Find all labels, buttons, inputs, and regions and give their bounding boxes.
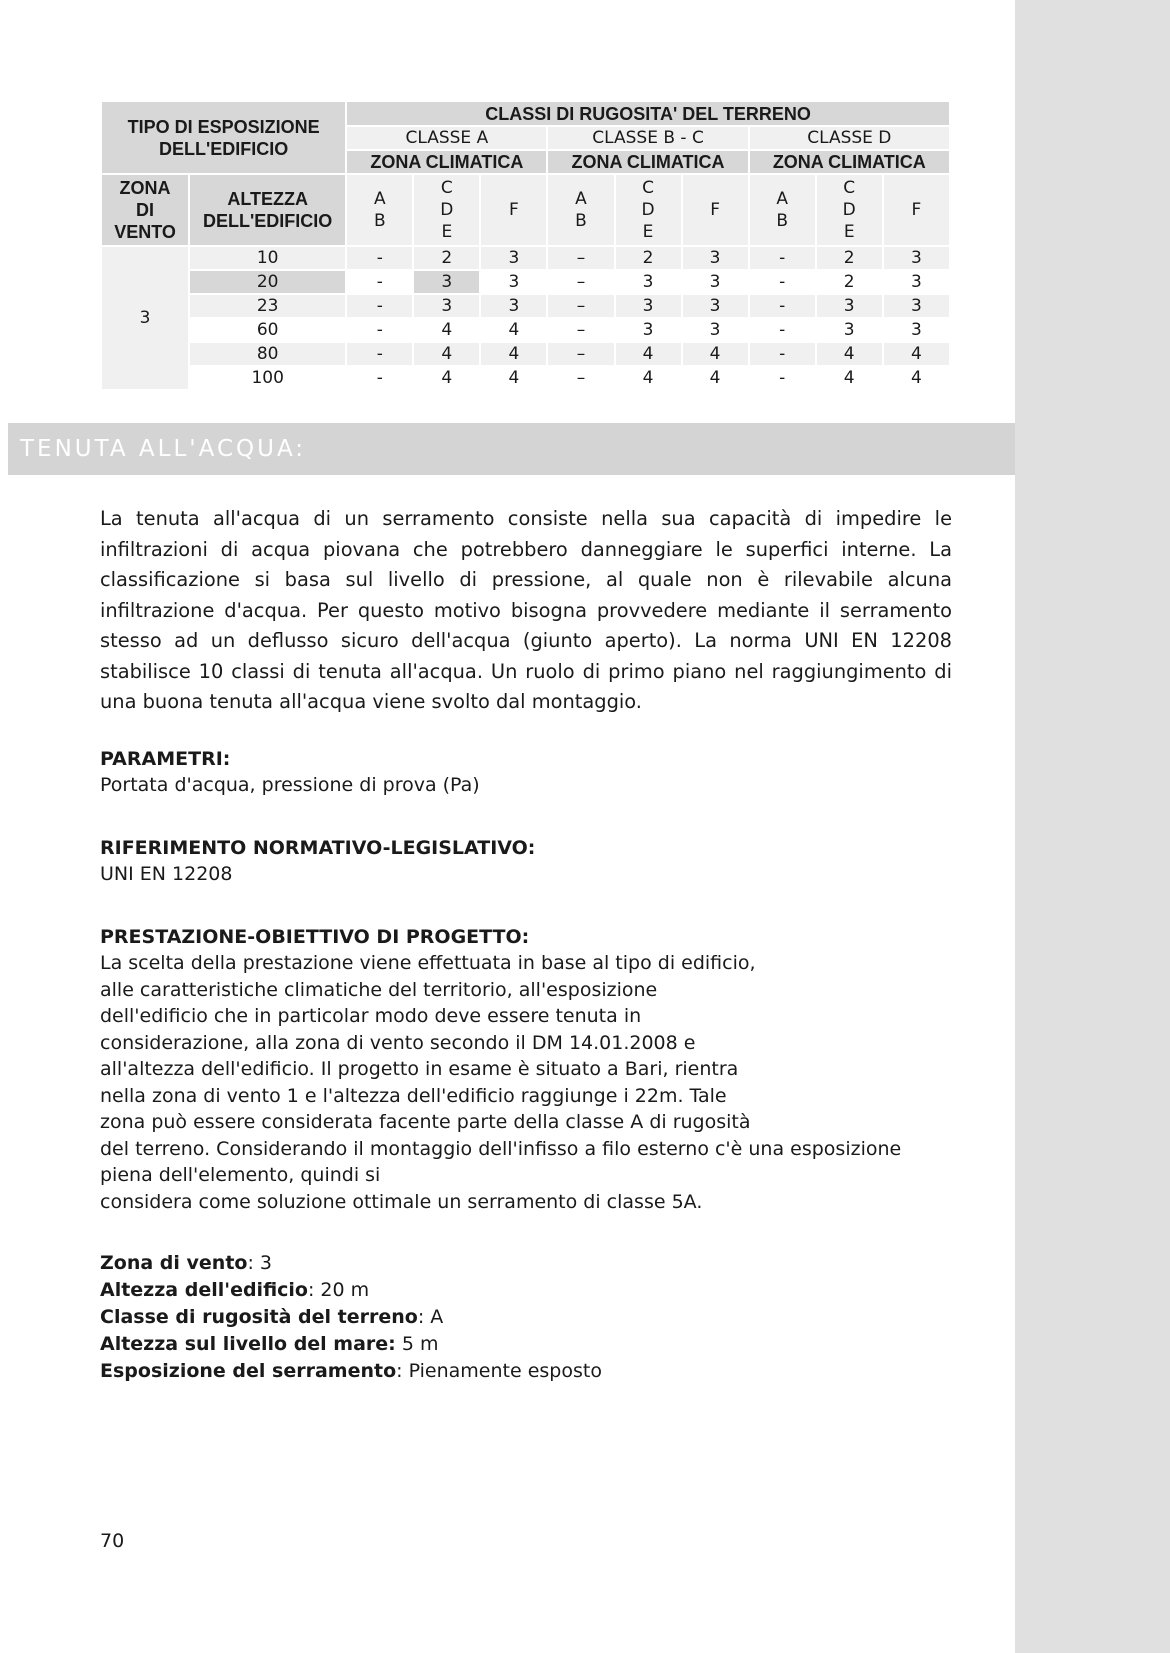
section-band [8,423,1015,475]
prestazione-line: nella zona di vento 1 e l'altezza dell'edificio raggiunge i 22m. Tale [100,1084,727,1107]
class-value-cell: 4 [413,342,480,366]
class-value-cell: 2 [816,246,883,270]
sub-f: F [883,174,950,246]
fact-zona-vento: Zona di vento: 3 [100,1252,272,1274]
class-value-cell: 2 [615,246,682,270]
parametri-body: Portata d'acqua, pressione di prova (Pa) [100,774,480,796]
class-value-cell: 3 [682,318,749,342]
class-value-cell: - [749,318,816,342]
class-value-cell: - [346,294,413,318]
class-value-cell: 4 [480,366,547,390]
prestazione-line: considera come soluzione ottimale un serramento di classe 5A. [100,1190,703,1213]
fact-altezza-mare: Altezza sul livello del mare: 5 m [100,1333,439,1355]
section-title: TENUTA ALL'ACQUA: [20,436,307,462]
altezza-cell: 60 [189,318,346,342]
fact-altezza-edificio: Altezza dell'edificio: 20 m [100,1279,370,1301]
table-row [101,366,950,390]
zona-vento-cell: 3 [101,246,189,390]
header-zona-climatica-a: ZONA CLIMATICA [346,150,547,174]
prestazione-line: all'altezza dell'edificio. Il progetto in esame è situato a Bari, rientra [100,1058,739,1080]
exposure-class-table [100,100,951,391]
header-tipo-esposizione: TIPO DI ESPOSIZIONE DELL'EDIFICIO [101,101,346,174]
class-value-cell: - [346,246,413,270]
class-value-cell: 4 [883,342,950,366]
class-value-cell: 3 [615,294,682,318]
class-value-cell: 3 [816,318,883,342]
parametri-heading: PARAMETRI: [100,748,231,770]
header-zona-vento: ZONA DI VENTO [101,174,189,246]
class-value-cell: - [749,246,816,270]
class-value-cell: 4 [615,342,682,366]
prestazione-heading-wrap [100,924,952,950]
table-row [101,294,950,318]
altezza-cell: 23 [189,294,346,318]
prestazione-line: piena dell'elemento, quindi si [100,1164,381,1186]
riferimento-heading: RIFERIMENTO NORMATIVO-LEGISLATIVO: [100,837,536,859]
class-value-cell: 3 [480,246,547,270]
side-margin-strip [1015,0,1170,1653]
header-altezza-edificio: ALTEZZA DELL'EDIFICIO [189,174,346,246]
class-value-cell: 3 [615,318,682,342]
class-value-cell: 4 [413,318,480,342]
class-value-cell: - [749,294,816,318]
class-value-cell: 3 [682,246,749,270]
class-value-cell: – [547,342,614,366]
class-value-cell: 4 [480,342,547,366]
class-value-cell: - [749,342,816,366]
sub-cde: C D E [816,174,883,246]
class-value-cell: 4 [682,366,749,390]
class-value-cell: 4 [480,318,547,342]
class-value-cell: 3 [480,294,547,318]
altezza-cell: 10 [189,246,346,270]
page-number: 70 [100,1530,125,1552]
class-value-cell: - [749,366,816,390]
class-value-cell: 4 [816,366,883,390]
header-zona-climatica-d: ZONA CLIMATICA [749,150,950,174]
sub-ab: A B [749,174,816,246]
class-value-cell: – [547,246,614,270]
class-value-cell: – [547,294,614,318]
table-row [101,318,950,342]
class-value-cell: 3 [883,318,950,342]
prestazione-heading: PRESTAZIONE-OBIETTIVO DI PROGETTO: [100,926,530,948]
altezza-cell: 20 [189,270,346,294]
class-value-cell: - [346,270,413,294]
class-value-cell: 3 [480,270,547,294]
class-value-cell: – [547,318,614,342]
prestazione-line: zona può essere considerata facente parte della classe A di rugosità [100,1111,751,1133]
table-row [101,342,950,366]
fact-classe-rugosita: Classe di rugosità del terreno: A [100,1306,444,1328]
prestazione-line: dell'edificio che in particolar modo deve essere tenuta in [100,1005,642,1027]
class-value-cell: 3 [816,294,883,318]
altezza-cell: 80 [189,342,346,366]
class-value-cell: 4 [816,342,883,366]
header-classe-d: CLASSE D [749,126,950,150]
class-value-cell: 4 [682,342,749,366]
riferimento-section [100,835,952,887]
header-classi-rugosita: CLASSI DI RUGOSITA' DEL TERRENO [346,101,950,126]
header-classe-bc: CLASSE B - C [547,126,748,150]
sub-f: F [480,174,547,246]
sub-cde: C D E [413,174,480,246]
parametri-section [100,746,952,798]
prestazione-line: La scelta della prestazione viene effettuata in base al tipo di edificio, [100,952,756,974]
class-value-cell: 4 [615,366,682,390]
sub-ab: A B [547,174,614,246]
sub-cde: C D E [615,174,682,246]
class-value-cell: - [749,270,816,294]
fact-esposizione: Esposizione del serramento: Pienamente esposto [100,1360,602,1382]
prestazione-line: del terreno. Considerando il montaggio dell'infisso a filo esterno c'è una esposizione [100,1137,902,1160]
header-zona-climatica-bc: ZONA CLIMATICA [547,150,748,174]
class-value-cell: 2 [816,270,883,294]
intro-paragraph: La tenuta all'acqua di un serramento consiste nella sua capacità di impedire le infiltrazioni di acqua piovana che potrebbero danneggiare le superfici interne. La classificazione si basa sul livello di pressione, al quale non è rilevabile alcuna infiltrazione d'acqua. Per questo motivo bisogna provvedere mediante il serramento stesso ad un deflusso sicuro dell'acqua (giunto aperto). La norma UNI EN 12208 stabilisce 10 classi di tenuta all'acqua. Un ruolo di primo piano nel raggiungimento di una buona tenuta all'acqua viene svolto dal montaggio. [100,507,952,713]
class-value-cell: 3 [883,270,950,294]
riferimento-body: UNI EN 12208 [100,863,233,885]
class-value-cell: 4 [413,366,480,390]
class-value-cell: 3 [883,246,950,270]
sub-f: F [682,174,749,246]
table-row [101,246,950,270]
class-value-cell: 3 [413,294,480,318]
altezza-cell: 100 [189,366,346,390]
class-value-cell: 3 [682,270,749,294]
class-value-cell: 2 [413,246,480,270]
class-value-cell: 3 [883,294,950,318]
class-value-cell: 3 [413,270,480,294]
class-value-cell: 4 [883,366,950,390]
class-value-cell: – [547,270,614,294]
class-value-cell: 3 [682,294,749,318]
class-value-cell: - [346,318,413,342]
class-value-cell: - [346,366,413,390]
header-classe-a: CLASSE A [346,126,547,150]
prestazione-line: alle caratteristiche climatiche del territorio, all'esposizione [100,978,658,1001]
project-facts [100,1250,952,1385]
sub-ab: A B [346,174,413,246]
table-row [101,270,950,294]
prestazione-line: considerazione, alla zona di vento secondo il DM 14.01.2008 e [100,1031,696,1054]
class-value-cell: - [346,342,413,366]
class-value-cell: 3 [615,270,682,294]
prestazione-body [100,950,952,1215]
class-value-cell: – [547,366,614,390]
